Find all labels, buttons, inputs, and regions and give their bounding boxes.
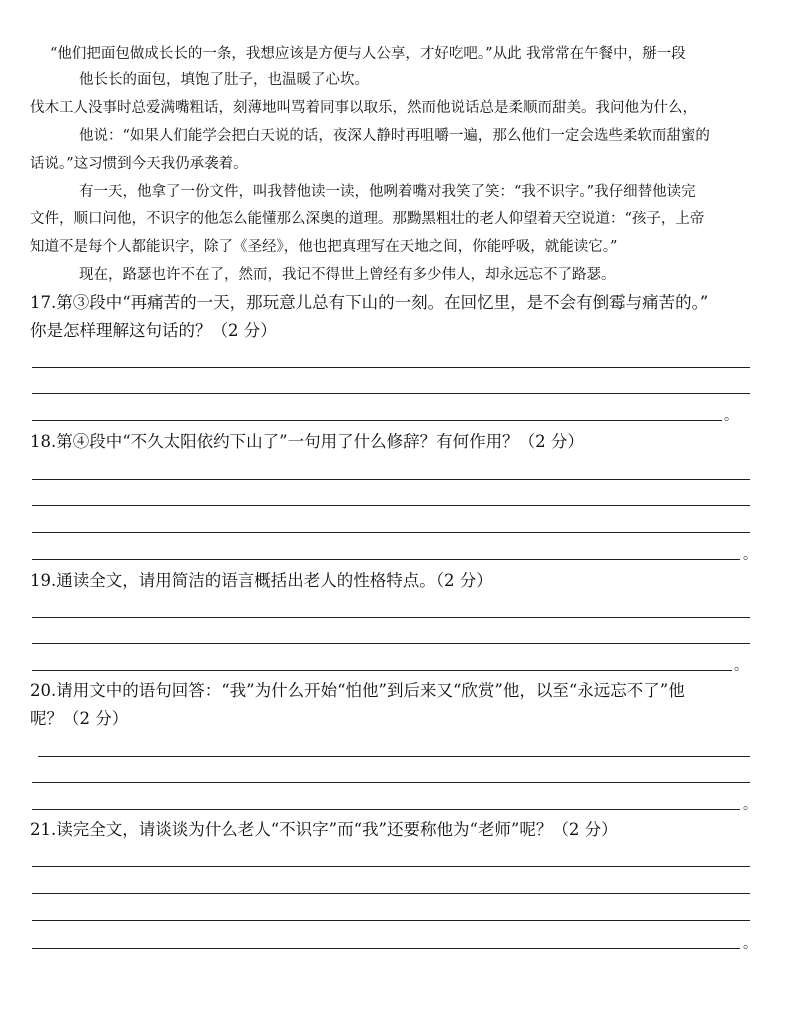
answer-line-q21[interactable] <box>32 893 750 894</box>
question-19-text: 19.通读全文，请用简洁的语言概括出老人的性格特点。（2 分） <box>30 571 493 590</box>
answer-line-q21[interactable] <box>32 948 740 949</box>
passage-line: 有一天，他拿了一份文件，叫我替他读一读，他咧着嘴对我笑了笑：“我不识字。”我仔细替他读完 <box>79 184 696 200</box>
question-20-text: 20.请用文中的语句回答：“我”为什么开始“怕他”到后来又“欣赏”他，以至“永远忘不了”他 <box>30 681 685 700</box>
question-18-text: 18.第④段中“不久太阳依约下山了”一句用了什么修辞？有何作用？（2 分） <box>30 432 584 451</box>
answer-line-q20[interactable] <box>32 782 750 783</box>
answer-line-q18[interactable] <box>32 505 750 506</box>
answer-line-q20[interactable] <box>38 756 750 757</box>
question-20-text: 呢？（2 分） <box>30 709 129 728</box>
passage-line: 文件，顺口问他，不识字的他怎么能懂那么深奥的道理。那黝黑粗壮的老人仰望着天空说道：“孩子，上帝 <box>30 211 705 227</box>
passage-line: 伐木工人没事时总爱满嘴粗话，刻薄地叫骂着同事以取乐，然而他说话总是柔顺而甜美。我问他为什么， <box>30 100 697 116</box>
period-mark: 。 <box>743 547 757 563</box>
answer-line-q17[interactable] <box>32 367 750 368</box>
answer-line-q21[interactable] <box>32 866 750 867</box>
passage-line: “他们把面包做成长长的一条，我想应该是方便与人公享，才好吃吧。”从此 我常常在午餐中，掰一段 <box>50 46 686 62</box>
answer-line-q17[interactable] <box>32 420 722 421</box>
answer-line-q19[interactable] <box>32 617 750 618</box>
passage-line: 他说：“如果人们能学会把白天说的话，夜深人静时再咀嚼一遍，那么他们一定会选些柔软而甜蜜的 <box>79 128 710 144</box>
answer-line-q18[interactable] <box>32 479 750 480</box>
period-mark: 。 <box>734 658 748 674</box>
period-mark: 。 <box>724 408 738 424</box>
question-21-text: 21.读完全文，请谈谈为什么老人“不识字”而“我”还要称他为“老师”呢？（2 分） <box>30 820 618 839</box>
question-17-text: 17.第③段中“再痛苦的一天，那玩意儿总有下山的一刻。在回忆里，是不会有倒霉与痛苦的。” <box>30 293 709 312</box>
answer-line-q20[interactable] <box>32 809 740 810</box>
period-mark: 。 <box>743 936 757 952</box>
period-mark: 。 <box>743 797 757 813</box>
passage-line: 现在，路瑟也许不在了，然而，我记不得世上曾经有多少伟人，却永远忘不了路瑟。 <box>79 267 616 283</box>
answer-line-q19[interactable] <box>32 643 750 644</box>
passage-line: 话说。”这习惯到今天我仍承袭着。 <box>30 156 248 172</box>
answer-line-q18[interactable] <box>32 559 740 560</box>
passage-line: 他长长的面包，填饱了肚子，也温暖了心坎。 <box>79 72 369 88</box>
answer-line-q17[interactable] <box>32 393 750 394</box>
answer-line-q21[interactable] <box>32 920 750 921</box>
question-17-text: 你是怎样理解这句话的？（2 分） <box>30 321 277 340</box>
answer-line-q19[interactable] <box>32 670 732 671</box>
passage-line: 知道不是每个人都能识字，除了《圣经》，他也把真理写在天地之间，你能呼吸，就能读它。” <box>30 239 618 255</box>
answer-line-q18[interactable] <box>32 532 750 533</box>
